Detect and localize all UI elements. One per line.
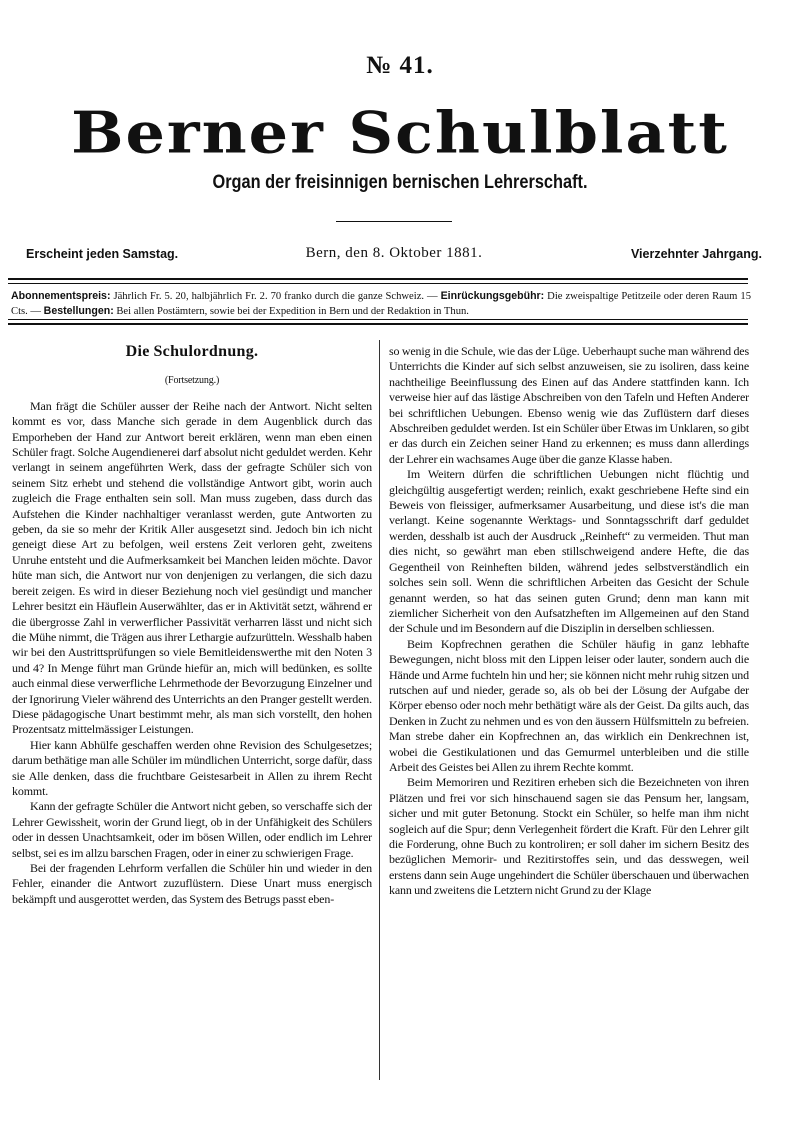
masthead-subtitle: Organ der freisinnigen bernischen Lehrerschaft.: [212, 172, 588, 193]
orders-label: Bestellungen:: [43, 305, 114, 317]
paragraph: Bei der fragenden Lehrform verfallen die Schüler hin und wieder in den Fehler, einander die Antwort zuzuflüstern. Diese Unart muss energisch bekämpft und ausgerottet werden, das System des Betrugs passt eben-: [12, 861, 372, 906]
paragraph: Hier kann Abhülfe geschaffen werden ohne Revision des Schulgesetzes; darum bethätige man alle Schüler im mündlichen Unterricht, sorge dafür, dass sie Alle denken, dass die fruchtbare Geistesarbeit in Allen zu ihrem Recht kommt.: [12, 737, 372, 798]
paragraph: Man frägt die Schüler ausser der Reihe nach der Antwort. Nicht selten kommt es vor, dass Manche sich gerade in dem Augenblick durch das Emporheben der Hand zur Antwort bereit erklären, wenn man eben einen Schüler fragt. Solche Augendienerei darf absolut nicht geduldet werden. Kehr verlangt in seinem angeführten Werk, dass der gefragte Schüler sich von seinem Sitz erhebt und stehend die vollständige Antwort gibt, worin auch zugleich die Frage enthalten sein soll. Man muss zugeben, dass durch das Aufstehen die Kinder nachhaltiger veranlasst werden, gute Antworten zu geben, da sie so mehr der Kritik Aller ausgesetzt sind. Jedoch bin ich nicht geneigt diese Art zu befolgen, weil erstens Zeit verloren geht, zweitens Unruhe entsteht und die Aufmerksamkeit bei Manchen leiden möchte. Davor hüte man sich, die Antwort nur von denjenigen zu verlangen, die sich dazu bereit zeigen. Es wird in dieser Beziehung noch viel gesündigt und mancher Lehrer besitzt ein Häuflein Auserwählter, das er in Aktivität setzt, während er die übergrosse Zahl in verwerflicher Passivität verharren lässt und nicht sich die Mühe nimmt, die Trägen aus ihrer Lethargie aufzurütteln. Wesshalb haben wir bei den Austrittsprüfungen so viele Bemitleidenswerthe mit den Noten 3 und 4? In Menge führt man Gründe hiefür an, mich will bedünken, es sollte auch einmal diese verwerfliche Lehrmethode der Bevorzugung Einzelner und der Ignorirung Vieler während des Unterrichts an den Pranger gestellt werden. Diese pädagogische Unart bestimmt mehr, als man sich vorstellt, den hohen Prozentsatz mittelmässiger Leistungen.: [12, 398, 372, 737]
dateline: [26, 245, 762, 265]
publication-frequency: Erscheint jeden Samstag.: [26, 247, 179, 261]
paragraph: Im Weitern dürfen die schriftlichen Uebungen nicht flüchtig und gleichgültig ausgefertigt werden; reinlich, exakt geschriebene Hefte sind ein Beweis von fleissiger, aufmerksamer Ausarbeitung, und diese ist's die man verlangt. Keine sogenannte Werktags- und Sonntagsschrift darf geduldet werden, desshalb ist auch der Ausdruck „Reinheft“ zu vermeiden. Thut man dies nicht, so gewährt man eben stillschweigend andere Hefte, die das Gegentheil von Reinheften bilden, während jedes selbstverständlich ein solches sein soll. Wenn die schriftlichen Arbeiten das Gesicht der Schule genannt werden, so hat das seinen guten Grund; denn man kann mit ziemlicher Sicherheit von den Aufsatzheften im Allgemeinen auf den Stand der Schule und im Besondern auf die Disziplin in derselben schliessen.: [389, 467, 749, 636]
title-rule: [336, 221, 452, 222]
issue-date: Bern, den 8. Oktober 1881.: [305, 245, 483, 261]
paragraph: Beim Kopfrechnen gerathen die Schüler häufig in ganz lebhafte Bewegungen, nicht bloss mit den Lippen leiser oder lauter, sondern auch die Hände und Arme fuchteln hin und her; sie können nicht mehr ruhig sitzen und rutschen auf und nieder, gerade so, als ob bei der Lösung der Aufgabe der Körper ebenso oder noch mehr bethätigt wäre als der Geist. Da gilts auch, das Denken in Zucht zu nehmen und es von den äussern Hülfsmitteln zu befreien. Man strebe daher ein Kopfrechnen an, das wirklich ein Denkrechnen ist, wobei die Gestikulationen und das Gemurmel unterbleiben und die stille Arbeit des Geistes bei Allen zu ihrem Rechte kommt.: [389, 636, 749, 774]
paragraph: Beim Memoriren und Rezitiren erheben sich die Bezeichneten von ihren Plätzen und frei vor sich hinschauend sagen sie das Pensum her, langsam, sicher und mit guter Betonung. Stockt ein Schüler, so helfe man ihm nicht sogleich auf die Spur; denn Verlegenheit fördert die Kraft. Für den Lehrer gilt die Forderung, ohne Buch zu kontroliren; er soll daher im sichern Besitz des bezüglichen Memorir- und Rezitirstoffes sein, und das desswegen, weil erstens dann sein Auge ungehindert die Schüler überschauen und überwachen kann und zweitens die Letztern nicht Grund zu der Klage: [389, 775, 749, 898]
paragraph: Kann der gefragte Schüler die Antwort nicht geben, so verschaffe sich der Lehrer Gewissheit, worin der Grund liegt, ob in der Unfähigkeit des Schülers oder in dessen Unachtsamkeit, oder im bösen Willen, oder endlich im Lehrer selbst, sei es im allzu barschen Fragen, oder in einer zu schwierigen Frage.: [12, 799, 372, 860]
article-column-left: [12, 344, 372, 907]
paragraph: so wenig in die Schule, wie das der Lüge. Ueberhaupt suche man während des Unterrichts die Kinder auf sich selbst anzuweisen, sie zu isoliren, dass keine nachtheilige Beeinflussung des Einen auf das Andere stattfinden kann. Ich verweise hier auf das lästige Abschreiben von den Tafeln und Heften Anderer bei schriftlichen Uebungen. Ebenso wenig wie das Zuflüstern darf dieses Abschreiben geduldet werden. Ist ein Schüler über Etwas im Unklaren, so gibt er das durch ein Zeichen seiner Hand zu erkennen; es muss dann allerdings der Lehrer ein wachsames Auge über die ganze Klasse haben.: [389, 344, 749, 466]
article-subtitle: (Fortsetzung.): [164, 375, 220, 387]
header-rule-bottom-thin: [8, 319, 748, 320]
column-divider: [379, 340, 380, 1080]
volume-year: Vierzehnter Jahrgang.: [630, 247, 762, 261]
header-rule-top: [8, 278, 748, 280]
advertising-label: Einrückungsgebühr:: [440, 290, 545, 302]
issue-number: № 41.: [366, 52, 434, 79]
advertising-text: Die zweispaltige Petitzeile oder deren Raum 15 Cts. —: [11, 291, 751, 317]
subscription-info: [11, 289, 751, 319]
article-title: Die Schulordnung.: [125, 343, 259, 360]
subscription-text: Jährlich Fr. 5. 20, halbjährlich Fr. 2. 70 franko durch die ganze Schweiz. —: [110, 291, 441, 302]
header-rule-bottom: [8, 323, 748, 325]
article-column-right: [389, 344, 749, 899]
subscription-label: Abonnementspreis:: [11, 290, 111, 302]
header-rule-top-thin: [8, 283, 748, 284]
masthead-title: Berner Schulblatt: [71, 98, 729, 167]
orders-text: Bei allen Postämtern, sowie bei der Expedition in Bern und der Redaktion in Thun.: [113, 306, 469, 317]
